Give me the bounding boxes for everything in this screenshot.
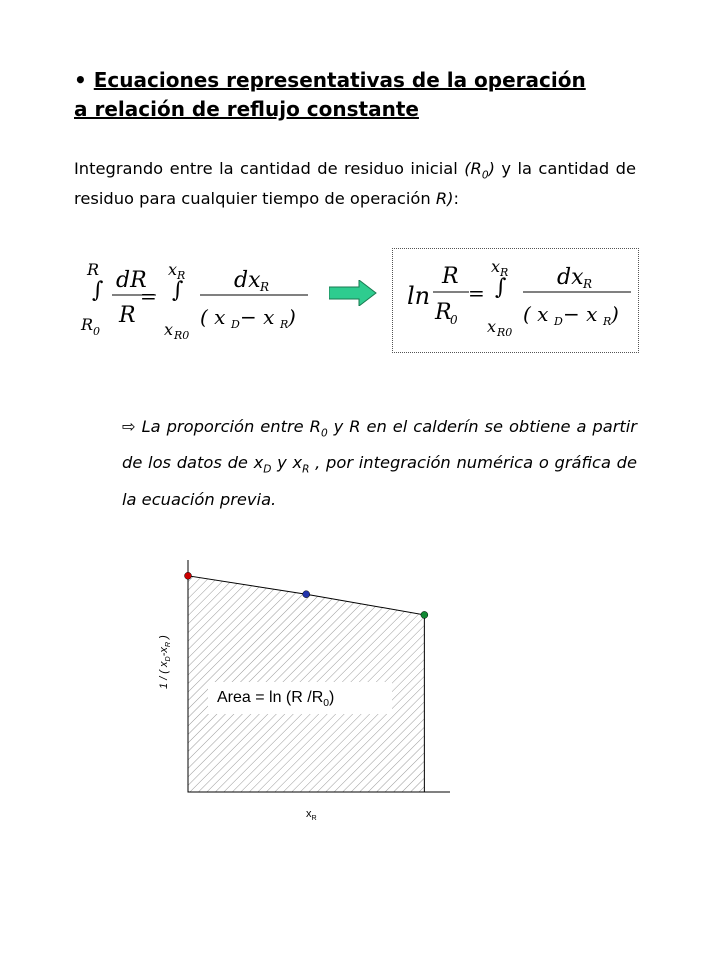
double-arrow-icon: ⇨ xyxy=(122,417,136,436)
area-integration-chart xyxy=(150,560,460,800)
svg-text:dx: dx xyxy=(234,268,261,293)
integral-equation-left xyxy=(74,255,324,350)
svg-text:R: R xyxy=(442,264,459,289)
svg-text:R: R xyxy=(119,303,136,328)
integral-equation-right xyxy=(395,252,635,347)
svg-text:x: x xyxy=(491,257,501,276)
area-annotation: Area = ln (R $/R_0$) xyxy=(208,682,392,714)
svg-text:R: R xyxy=(177,269,186,282)
svg-text:=: = xyxy=(468,281,485,305)
svg-text:R0: R0 xyxy=(174,329,190,342)
svg-text:R0: R0 xyxy=(497,326,513,339)
svg-text:R: R xyxy=(280,318,289,331)
heading-line-2: a relación de reflujo constante xyxy=(74,97,419,121)
svg-text:( x: ( x xyxy=(523,302,549,326)
svg-text:x: x xyxy=(487,317,497,336)
intro-paragraph: Integrando entre la cantidad de residuo inicial $(R_0)$ y la cantidad de residuo para cualquier tiempo de operación R): xyxy=(74,159,636,209)
svg-text:ln: ln xyxy=(407,282,431,310)
svg-text:( x: ( x xyxy=(200,305,226,329)
data-point-3 xyxy=(421,611,428,618)
svg-text:∫: ∫ xyxy=(495,275,507,300)
proportion-note: ⇨ La proporción entre $R_0$ y R en el calderín se obtiene a partir de los datos de $x_D$ y $x_R$ , por integración numérica o gráfica de la ecuación previa. xyxy=(122,417,637,509)
svg-text:R: R xyxy=(87,260,100,279)
svg-text:dx: dx xyxy=(557,265,584,290)
x-axis-label: $x_R$ xyxy=(306,808,317,823)
svg-text:dR: dR xyxy=(116,268,147,293)
svg-text:): ) xyxy=(288,305,296,329)
svg-text:R: R xyxy=(435,300,452,325)
section-heading xyxy=(74,66,634,124)
svg-text:D: D xyxy=(231,318,240,331)
svg-text:0: 0 xyxy=(450,313,458,327)
svg-text:D: D xyxy=(554,315,563,328)
svg-text:− x: − x xyxy=(563,302,598,326)
svg-text:=: = xyxy=(140,284,157,308)
data-point-1 xyxy=(185,572,192,579)
data-point-2 xyxy=(303,591,310,598)
svg-text:R: R xyxy=(81,315,94,334)
bullet: • xyxy=(74,68,87,92)
svg-text:x: x xyxy=(168,260,178,279)
svg-text:x: x xyxy=(164,320,174,339)
svg-text:0: 0 xyxy=(93,325,100,338)
svg-text:R: R xyxy=(500,266,509,279)
svg-text:∫: ∫ xyxy=(172,278,184,303)
heading-line-1: Ecuaciones representativas de la operación xyxy=(93,68,586,92)
svg-text:R: R xyxy=(583,277,593,291)
svg-text:): ) xyxy=(611,302,619,326)
svg-text:R: R xyxy=(603,315,612,328)
right-arrow-icon xyxy=(329,280,377,306)
svg-text:− x: − x xyxy=(240,305,275,329)
svg-text:∫: ∫ xyxy=(92,278,104,303)
y-axis-label: 1 / ( $x_D-x_R$ ) xyxy=(157,635,173,689)
svg-text:R: R xyxy=(260,280,270,294)
